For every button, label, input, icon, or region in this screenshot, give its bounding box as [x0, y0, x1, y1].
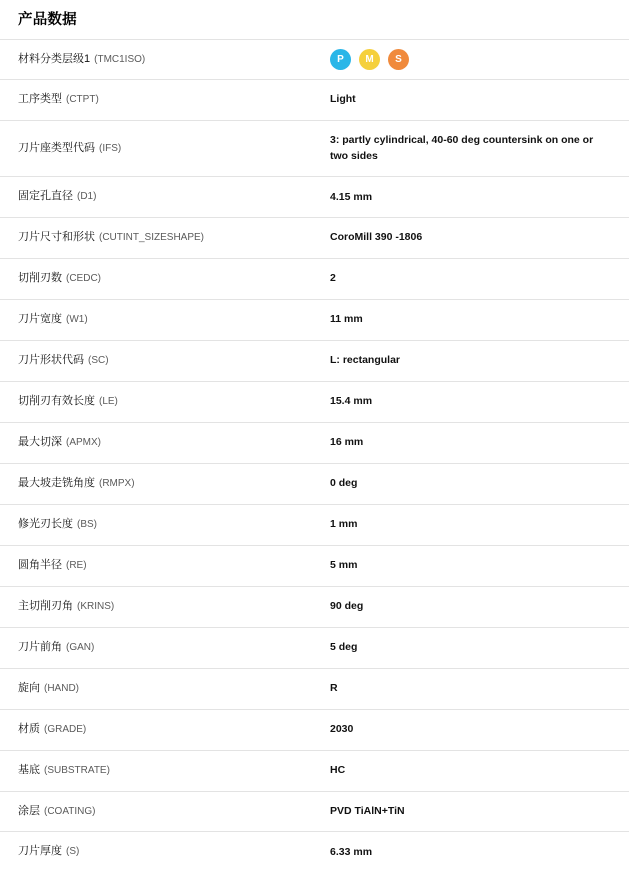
- spec-value-cell: [330, 382, 629, 423]
- spec-label-code: (GAN): [66, 642, 94, 653]
- spec-value-text: R: [330, 682, 338, 694]
- spec-value-cell: [330, 120, 629, 177]
- spec-label-cell: [0, 504, 330, 545]
- spec-label-cell: [0, 832, 330, 872]
- table-row: [0, 300, 629, 341]
- spec-label-cell: [0, 341, 330, 382]
- table-row: [0, 423, 629, 464]
- spec-label-name: 刀片厚度: [18, 845, 62, 857]
- table-row: [0, 709, 629, 750]
- spec-value-text: 3: partly cylindrical, 40-60 deg countersink on one or two sides: [330, 134, 593, 162]
- table-row: [0, 832, 629, 872]
- spec-value-text: L: rectangular: [330, 354, 400, 366]
- spec-label-code: (COATING): [44, 806, 95, 817]
- table-row: [0, 586, 629, 627]
- iso-badge-p-icon: P: [330, 49, 351, 70]
- spec-label-cell: [0, 382, 330, 423]
- spec-label-code: (KRINS): [77, 601, 114, 612]
- spec-label-code: (SC): [88, 355, 109, 366]
- spec-value-text: Light: [330, 93, 356, 105]
- spec-label-name: 刀片座类型代码: [18, 142, 95, 154]
- spec-label-code: (APMX): [66, 437, 101, 448]
- spec-label-code: (GRADE): [44, 724, 86, 735]
- spec-label-cell: [0, 259, 330, 300]
- spec-label-code: (RMPX): [99, 478, 135, 489]
- spec-value-text: PVD TiAlN+TiN: [330, 805, 405, 817]
- spec-label-cell: [0, 709, 330, 750]
- spec-label-name: 最大切深: [18, 436, 62, 448]
- spec-label-cell: [0, 40, 330, 80]
- spec-value-cell: [330, 586, 629, 627]
- spec-value-cell: [330, 627, 629, 668]
- spec-value-cell: [330, 80, 629, 121]
- spec-value-cell: [330, 177, 629, 218]
- spec-label-name: 材质: [18, 723, 40, 735]
- spec-value-cell: [330, 832, 629, 872]
- spec-label-name: 涂层: [18, 805, 40, 817]
- spec-value-cell: [330, 791, 629, 832]
- spec-label-cell: [0, 177, 330, 218]
- table-row: [0, 545, 629, 586]
- spec-label-name: 旋向: [18, 682, 40, 694]
- spec-value-cell: [330, 504, 629, 545]
- table-row: [0, 120, 629, 177]
- table-row: [0, 464, 629, 505]
- spec-value-cell: [330, 545, 629, 586]
- spec-label-cell: [0, 464, 330, 505]
- spec-label-cell: [0, 750, 330, 791]
- spec-value-cell: [330, 40, 629, 80]
- spec-label-code: (S): [66, 846, 79, 857]
- spec-label-name: 圆角半径: [18, 559, 62, 571]
- spec-label-cell: [0, 586, 330, 627]
- spec-label-cell: [0, 668, 330, 709]
- spec-value-cell: [330, 709, 629, 750]
- spec-label-code: (SUBSTRATE): [44, 765, 110, 776]
- table-row: [0, 341, 629, 382]
- iso-badge-m-icon: M: [359, 49, 380, 70]
- spec-label-name: 刀片前角: [18, 641, 62, 653]
- spec-label-name: 刀片形状代码: [18, 354, 84, 366]
- table-row: [0, 504, 629, 545]
- spec-label-cell: [0, 80, 330, 121]
- spec-table-body: [0, 40, 629, 872]
- spec-label-code: (LE): [99, 396, 118, 407]
- spec-value-cell: [330, 341, 629, 382]
- table-row: [0, 80, 629, 121]
- spec-value-text: 2030: [330, 723, 353, 735]
- spec-value-text: 4.15 mm: [330, 191, 372, 203]
- spec-label-name: 材料分类层级1: [18, 53, 90, 65]
- spec-label-code: (D1): [77, 191, 96, 202]
- spec-label-name: 刀片尺寸和形状: [18, 231, 95, 243]
- spec-value-text: 5 deg: [330, 641, 357, 653]
- iso-badge-s-icon: S: [388, 49, 409, 70]
- spec-label-name: 修光刃长度: [18, 518, 73, 530]
- spec-label-code: (BS): [77, 519, 97, 530]
- spec-label-code: (RE): [66, 560, 87, 571]
- spec-label-name: 切削刃有效长度: [18, 395, 95, 407]
- spec-value-cell: [330, 750, 629, 791]
- product-specifications-table: [0, 39, 629, 872]
- spec-label-name: 刀片宽度: [18, 313, 62, 325]
- spec-label-code: (CEDC): [66, 273, 101, 284]
- spec-label-name: 基底: [18, 764, 40, 776]
- spec-label-name: 工序类型: [18, 93, 62, 105]
- spec-value-text: 5 mm: [330, 559, 357, 571]
- table-row: [0, 177, 629, 218]
- table-row: [0, 259, 629, 300]
- spec-value-cell: [330, 300, 629, 341]
- spec-value-text: HC: [330, 764, 345, 776]
- spec-label-code: (CUTINT_SIZESHAPE): [99, 232, 204, 243]
- spec-value-text: 15.4 mm: [330, 395, 372, 407]
- spec-label-cell: [0, 545, 330, 586]
- spec-label-cell: [0, 218, 330, 259]
- spec-label-code: (TMC1ISO): [94, 54, 145, 65]
- spec-label-cell: [0, 791, 330, 832]
- spec-label-name: 固定孔直径: [18, 190, 73, 202]
- spec-value-cell: [330, 423, 629, 464]
- spec-value-text: 11 mm: [330, 313, 363, 325]
- spec-label-cell: [0, 627, 330, 668]
- spec-label-name: 最大坡走铣角度: [18, 477, 95, 489]
- table-row: [0, 627, 629, 668]
- spec-label-name: 主切削刃角: [18, 600, 73, 612]
- spec-value-text: 1 mm: [330, 518, 357, 530]
- spec-value-cell: [330, 259, 629, 300]
- table-row: [0, 218, 629, 259]
- spec-label-cell: [0, 300, 330, 341]
- spec-label-cell: [0, 120, 330, 177]
- spec-label-name: 切削刃数: [18, 272, 62, 284]
- spec-value-text: 2: [330, 272, 336, 284]
- spec-label-code: (W1): [66, 314, 88, 325]
- spec-value-cell: [330, 218, 629, 259]
- table-row: [0, 382, 629, 423]
- spec-label-cell: [0, 423, 330, 464]
- spec-value-text: CoroMill 390 -1806: [330, 231, 422, 243]
- spec-value-text: 0 deg: [330, 477, 357, 489]
- spec-value-text: 16 mm: [330, 436, 363, 448]
- table-row: [0, 40, 629, 80]
- spec-label-code: (IFS): [99, 143, 121, 154]
- spec-label-code: (CTPT): [66, 94, 99, 105]
- spec-value-text: 6.33 mm: [330, 846, 372, 858]
- spec-value-text: 90 deg: [330, 600, 363, 612]
- spec-value-cell: [330, 668, 629, 709]
- iso-material-badges: [330, 49, 611, 70]
- table-row: [0, 750, 629, 791]
- spec-label-code: (HAND): [44, 683, 79, 694]
- page-title: 产品数据: [0, 0, 629, 39]
- spec-value-cell: [330, 464, 629, 505]
- table-row: [0, 791, 629, 832]
- table-row: [0, 668, 629, 709]
